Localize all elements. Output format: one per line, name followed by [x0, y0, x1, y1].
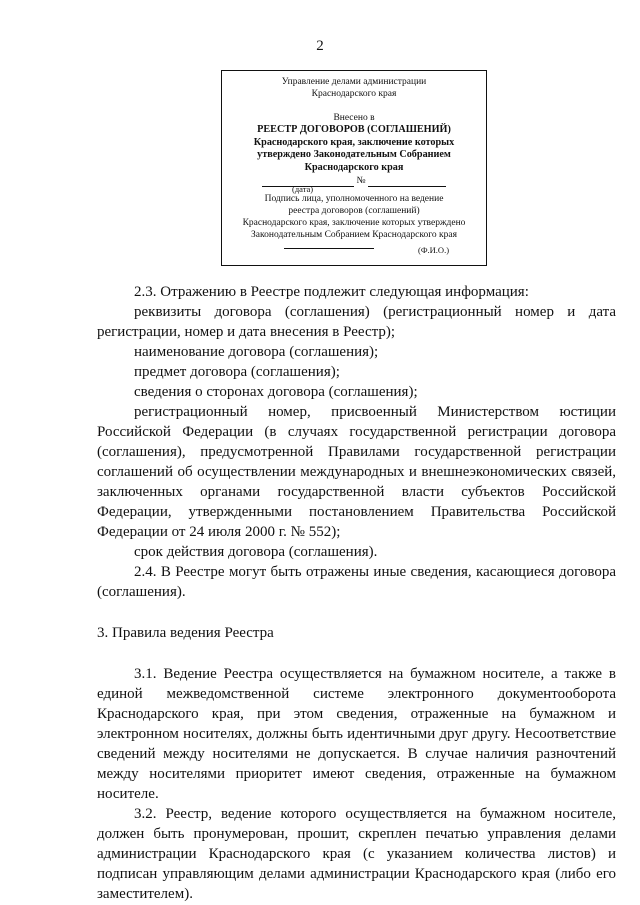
stamp-sig-line-3: Краснодарского края, заключение которых утверждено: [242, 218, 466, 228]
stamp-registry-subtitle-2: утверждено Законодательным Собранием: [257, 149, 451, 160]
stamp-org-line-2: Краснодарского края: [311, 89, 397, 99]
stamp-sig-line-2: реестра договоров (соглашений): [288, 206, 420, 216]
clause-2-4-line-1: 2.4. В Реестре могут быть отражены иные сведения, касающиеся договора: [134, 564, 616, 580]
stamp-registration-line: [222, 175, 486, 187]
stamp-signature-caption: [222, 193, 486, 241]
stamp-registry-subtitle-1: Краснодарского края, заключение которых: [253, 136, 455, 148]
stamp-number-blank: [368, 176, 446, 187]
section-3-heading: 3. Правила ведения Реестра: [97, 625, 274, 641]
stamp-number-sign: №: [356, 176, 366, 186]
clause-3-2: 3.2. Реестр, ведение которого осуществляется на бумажном носителе, должен быть пронумерован, прошит, скреплен печатью управления делами администрации Краснодарского края (с указанием количества листов) и подписан управляющим делами администрации Краснодарского края (либо его заместителем).: [97, 806, 616, 902]
stamp-registry-subtitle-3: Краснодарского края: [304, 161, 404, 173]
stamp-registry-title: РЕЕСТР ДОГОВОРОВ (СОГЛАШЕНИЙ): [257, 124, 451, 135]
list-item-regnum-1: регистрационный номер, присвоенный Министерством юстиции: [134, 404, 616, 420]
list-item-parties: сведения о сторонах договора (соглашения);: [134, 384, 418, 400]
list-item-regnum-2: Российской Федерации (в случаях государственной регистрации договора: [97, 424, 616, 440]
list-item-subject: предмет договора (соглашения);: [134, 364, 340, 380]
list-item-requisites-1: реквизиты договора (соглашения) (регистрационный номер и дата: [134, 304, 616, 320]
page-number: 2: [316, 38, 324, 54]
stamp-fio-label: (Ф.И.О.): [418, 245, 450, 255]
list-item-regnum-5: заключенных органами государственной власти субъектов Российской: [97, 484, 616, 500]
registry-stamp: [221, 70, 487, 266]
list-item-regnum-3: (соглашения), предусмотренной Правилами государственной регистрации: [97, 444, 616, 460]
list-item-term: срок действия договора (соглашения).: [134, 544, 378, 560]
list-item-requisites-2: регистрации, номер и дата внесения в Реестр);: [97, 324, 396, 340]
list-item-regnum-6: Федерации, утвержденными постановлением Правительства Российской: [97, 504, 616, 520]
stamp-signature-blank: [284, 248, 374, 249]
list-item-regnum-7: Федерации от 24 июля 2000 г. № 552);: [97, 524, 341, 540]
stamp-entered-label: Внесено в: [333, 113, 375, 123]
clause-2-3: 2.3. Отражению в Реестре подлежит следующая информация:: [134, 284, 529, 300]
stamp-org-line-1: Управление делами администрации: [281, 77, 427, 87]
list-item-name: наименование договора (соглашения);: [134, 344, 379, 360]
stamp-sig-line-1: Подпись лица, уполномоченного на ведение: [264, 194, 444, 204]
list-item-regnum-4: соглашений об осуществлении международных и внешнеэкономических связей,: [97, 464, 616, 480]
clause-2-4-line-2: (соглашения).: [97, 584, 186, 600]
document-body: [97, 282, 616, 904]
clause-3-1: 3.1. Ведение Реестра осуществляется на бумажном носителе, а также в единой межведомственной системе электронного документооборота Краснодарского края, при этом сведения, отраженные на бумажном и электронном носителях, должны быть идентичными друг другу. Несоответствие сведений между носителями не допускается. В случае наличия разночтений между носителями приоритет имеют сведения, отраженные на бумажном носителе.: [97, 666, 616, 802]
stamp-sig-line-4: Законодательным Собранием Краснодарского края: [251, 230, 457, 240]
stamp-date-label: (дата): [292, 184, 314, 194]
